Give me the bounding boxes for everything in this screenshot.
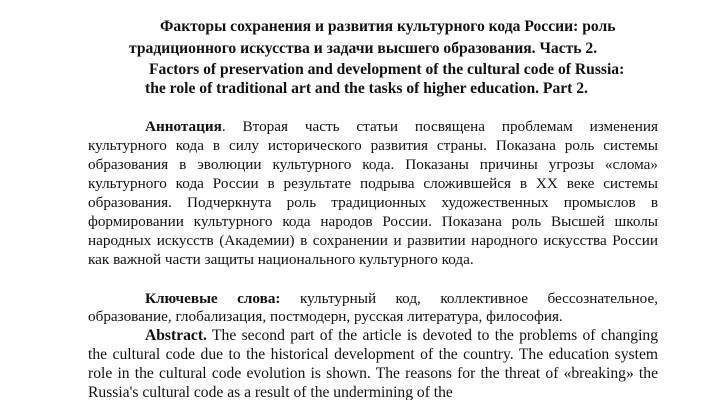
abstract-paragraph — [88, 326, 658, 400]
title-ru-line-2: традиционного искусства и задачи высшего образования. Часть 2. — [129, 40, 598, 57]
keywords-label: Ключевые слова: — [145, 290, 281, 307]
title-en-line-1: Factors of preservation and development of the cultural code of Russia: — [149, 61, 625, 78]
abstract-text: The second part of the article is devoted to the problems of changing the cultural code due to the historical development of the country. The education system role in the cultural code evolution is shown. The reasons for the threat of «breaking» the Russia's cultural code as a result of the undermining of the — [88, 327, 658, 400]
title-ru-line-1: Факторы сохранения и развития культурного кода России: роль — [160, 18, 616, 35]
abstract-label: Abstract. — [145, 327, 207, 344]
annotation-label: Аннотация — [145, 118, 222, 135]
annotation-text: . Вторая часть статьи посвящена проблемам изменения культурного кода в силу исторического развития страны. Показана роль системы образования в эволюции культурного кода. Показаны причины угрозы «слома» культурного кода России в результате подрыва сложившейся в XX веке системы образования. Подчеркнута роль традиционных художественных промыслов в формировании культурного кода народов России. Показана роль Высшей школы народных искусств (Академии) в сохранении и развитии народного искусства России как важной части защиты национального культурного кода. — [88, 118, 658, 268]
keywords-paragraph — [88, 290, 658, 326]
keywords-text: культурный код, коллективное бессознательное, образование, глобализация, постмодерн, русская литература, философия. — [88, 290, 658, 325]
annotation-paragraph — [88, 117, 658, 269]
title-en-line-2: the role of traditional art and the tasks of higher education. Part 2. — [145, 80, 588, 97]
